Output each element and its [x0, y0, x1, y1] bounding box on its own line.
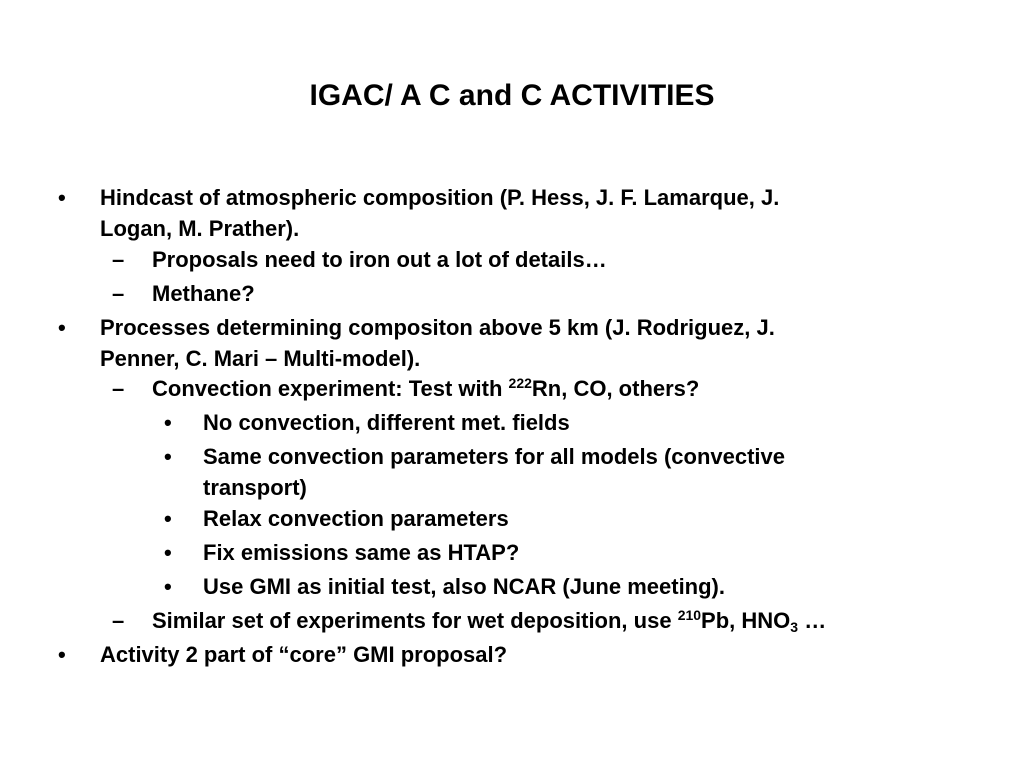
item-text: Convection experiment: Test with [152, 376, 509, 401]
formula-subscript: 3 [790, 619, 799, 635]
dash-marker: – [112, 281, 125, 306]
sub-sub-item-no-convection: No convection, different met. fields [203, 410, 570, 435]
sub-item-proposals: Proposals need to iron out a lot of details… [152, 247, 607, 272]
bullet-marker: • [58, 642, 66, 667]
sub-item-convection-experiment [152, 373, 699, 404]
item-line: Hindcast of atmospheric composition (P. Hess, J. F. Lamarque, J. [100, 185, 780, 210]
bullet-item-processes [100, 312, 775, 374]
sub-sub-item-fix-emissions: Fix emissions same as HTAP? [203, 540, 520, 565]
isotope-superscript: 210 [677, 607, 702, 623]
bullet-item-activity-2: Activity 2 part of “core” GMI proposal? [100, 642, 508, 667]
bullet-marker: • [164, 574, 172, 599]
sub-item-methane: Methane? [152, 281, 255, 306]
bullet-marker: • [164, 444, 172, 469]
item-line: Same convection parameters for all models (convective [203, 444, 786, 469]
sub-item-wet-deposition [152, 605, 826, 636]
bullet-marker: • [164, 410, 172, 435]
item-text: … [798, 608, 827, 633]
item-line: Logan, M. Prather). [100, 216, 300, 241]
dash-marker: – [112, 247, 125, 272]
slide-title: IGAC/ A C and C ACTIVITIES [309, 79, 715, 112]
bullet-marker: • [58, 315, 66, 340]
item-text: Similar set of experiments for wet deposition, use [152, 608, 678, 633]
bullet-marker: • [164, 506, 172, 531]
sub-sub-item-use-gmi: Use GMI as initial test, also NCAR (June meeting). [203, 574, 725, 599]
item-text: Pb, HNO [701, 608, 791, 633]
item-text: Rn, CO, others? [531, 376, 700, 401]
bullet-marker: • [58, 185, 66, 210]
sub-sub-item-same-parameters [203, 441, 785, 503]
bullet-item-hindcast [100, 182, 779, 244]
item-line: Penner, C. Mari – Multi-model). [100, 346, 421, 371]
bullet-marker: • [164, 540, 172, 565]
dash-marker: – [112, 376, 125, 401]
item-line: Processes determining compositon above 5 km (J. Rodriguez, J. [100, 315, 775, 340]
sub-sub-item-relax: Relax convection parameters [203, 506, 509, 531]
dash-marker: – [112, 608, 125, 633]
item-line: transport) [203, 475, 307, 500]
isotope-superscript: 222 [508, 375, 532, 391]
